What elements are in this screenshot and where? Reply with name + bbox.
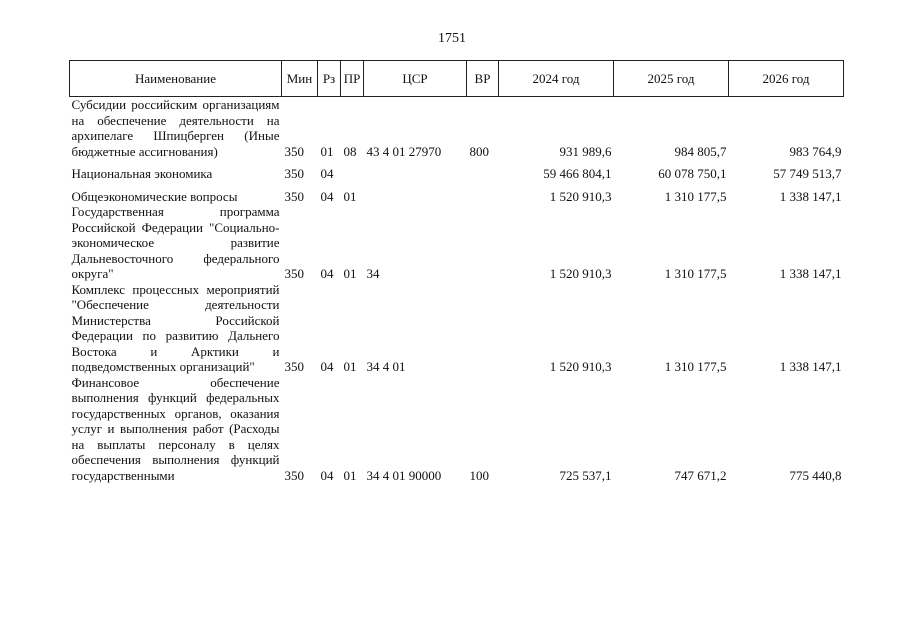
header-csr: ЦСР xyxy=(364,61,467,97)
row-name: Комплекс процессных мероприятий "Обеспечение деятельности Министерства Российской Федерации по развитию Дальнего Востока и Арктики и подведомственных организаций" xyxy=(71,281,280,374)
table-row xyxy=(70,182,844,205)
header-2024: 2024 год xyxy=(499,61,614,97)
row-name: Национальная экономика xyxy=(71,166,213,181)
row-csr xyxy=(364,159,467,182)
row-vr: 800 xyxy=(469,143,489,159)
row-min: 350 xyxy=(284,266,304,281)
row-rz: 04 xyxy=(320,467,334,483)
row-vr xyxy=(467,282,499,375)
row-csr: 34 xyxy=(366,266,380,281)
table-row xyxy=(70,159,844,182)
row-2025: 984 805,7 xyxy=(674,143,727,159)
row-2026: 57 749 513,7 xyxy=(773,166,842,181)
row-2024: 1 520 910,3 xyxy=(549,188,612,204)
row-rz: 04 xyxy=(320,266,334,281)
row-min: 350 xyxy=(284,188,304,204)
row-rz: 01 xyxy=(320,143,334,159)
row-name: Общеэкономические вопросы xyxy=(71,188,238,204)
row-rz: 04 xyxy=(320,359,334,374)
header-name: Наименование xyxy=(70,61,282,97)
row-2025: 60 078 750,1 xyxy=(658,166,727,181)
row-2026: 1 338 147,1 xyxy=(779,188,842,204)
table-row xyxy=(70,375,844,484)
header-2025: 2025 год xyxy=(614,61,729,97)
row-pr: 01 xyxy=(343,467,357,483)
row-2024: 1 520 910,3 xyxy=(549,359,612,374)
row-min: 350 xyxy=(284,143,304,159)
row-2024: 931 989,6 xyxy=(559,143,612,159)
header-pr: ПР xyxy=(341,61,364,97)
row-name: Финансовое обеспечение выполнения функций федеральных государственных органов, оказания услуг и выполнения работ (Расходы на выплаты персоналу в целях обеспечения выполнения функций государственными xyxy=(71,374,280,483)
row-2024: 1 520 910,3 xyxy=(549,266,612,281)
row-name: Субсидии российским организациям на обеспечение деятельности на архипелаге Шпицберген (Иные бюджетные ассигнования) xyxy=(71,97,280,159)
row-csr: 34 4 01 90000 xyxy=(366,467,442,483)
header-vr: ВР xyxy=(467,61,499,97)
header-min: Мин xyxy=(282,61,318,97)
row-vr xyxy=(467,182,499,205)
row-2026: 775 440,8 xyxy=(789,467,842,483)
row-vr: 100 xyxy=(469,467,489,483)
row-csr xyxy=(364,182,467,205)
row-min: 350 xyxy=(284,359,304,374)
budget-table xyxy=(69,60,844,483)
row-pr: 01 xyxy=(343,188,357,204)
row-rz: 04 xyxy=(320,188,334,204)
table-header-row xyxy=(70,61,844,97)
row-2024: 59 466 804,1 xyxy=(543,166,612,181)
row-pr: 08 xyxy=(343,143,357,159)
page-number: 1751 xyxy=(438,31,466,46)
row-2025: 1 310 177,5 xyxy=(664,266,727,281)
row-2024: 725 537,1 xyxy=(559,467,612,483)
row-pr: 01 xyxy=(343,266,357,281)
row-pr xyxy=(341,159,364,182)
row-min: 350 xyxy=(284,166,304,181)
table-row xyxy=(70,282,844,375)
row-2025: 747 671,2 xyxy=(674,467,727,483)
table-row xyxy=(70,97,844,160)
row-vr xyxy=(467,204,499,282)
row-name: Государственная программа Российской Федерации "Социально-экономическое развитие Дальневосточного федерального округа" xyxy=(71,204,280,281)
row-2026: 1 338 147,1 xyxy=(779,359,842,374)
row-rz: 04 xyxy=(320,166,334,181)
row-csr: 43 4 01 27970 xyxy=(366,143,442,159)
table-row xyxy=(70,204,844,282)
row-vr xyxy=(467,159,499,182)
header-rz: Рз xyxy=(318,61,341,97)
row-csr: 34 4 01 xyxy=(366,359,406,374)
row-2026: 1 338 147,1 xyxy=(779,266,842,281)
row-min: 350 xyxy=(284,467,304,483)
header-2026: 2026 год xyxy=(729,61,844,97)
row-2026: 983 764,9 xyxy=(789,143,842,159)
row-2025: 1 310 177,5 xyxy=(664,359,727,374)
row-pr: 01 xyxy=(343,359,357,374)
row-2025: 1 310 177,5 xyxy=(664,188,727,204)
